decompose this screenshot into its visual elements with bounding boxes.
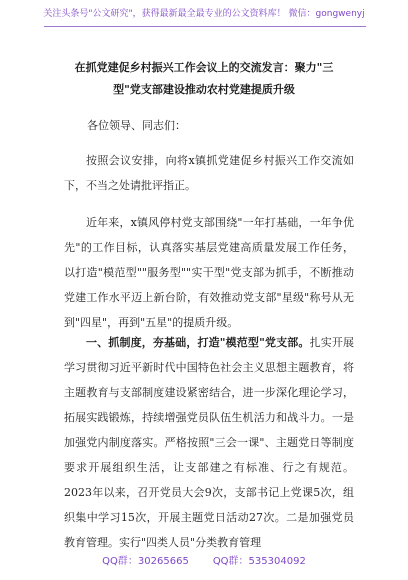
paragraph-2 <box>64 210 354 335</box>
header-banner: 关注头条号"公文研究"，获得最新最全最专业的公文资料库！ 微信：gongwenyj <box>43 9 365 19</box>
paragraph-1-text: 按照会议安排，向将x镇抓党建促乡村振兴工作交流如下，不当之处请批评指正。 <box>64 154 354 192</box>
salutation: 各位领导、同志们： <box>87 119 186 132</box>
footer-contact <box>0 555 408 569</box>
footer-qq-group-2: QQ群：535304092 <box>212 556 306 567</box>
header-divider <box>44 26 366 27</box>
footer-qq-group-1: QQ群：30265665 <box>102 556 189 567</box>
paragraph-3 <box>64 330 354 552</box>
paragraph-2-text: 近年来，x镇风停村党支部围绕"一年打基础，一年争优先"的工作目标，认真落实基层党建高质量发展工作任务，以打造"模范型""服务型""实干型"党支部为抓手，不断推动党建工作水平迈上新台阶，有效推动党支部"星级"称号从无到"四星"，再到"五星"的提质升级。 <box>64 216 354 329</box>
paragraph-1 <box>64 148 354 198</box>
document-title: 在抓党建促乡村振兴工作会议上的交流发言：聚力"三型"党支部建设推动农村党建提质升级 <box>74 61 334 96</box>
paragraph-3-text: 扎实开展学习贯彻习近平新时代中国特色社会主义思想主题教育，将主题教育与支部制度建设紧密结合，进一步深化理论学习，拓展实践锻炼，持续增强党员队伍生机活力和战斗力。一是加强党内制度落实。严格按照"三会一课"、主题党日等制度要求开展组织生活，让支部建之有标准、行之有规范。2023年以来，召开党员大会9次，支部书记上党课5次，组织集中学习15次，开展主题党日活动27次。二是加强党员教育管理。实行"四类人员"分类教育管理 <box>64 336 354 549</box>
section-heading-1: 一、抓制度，夯基础，打造"模范型"党支部。 <box>86 336 310 349</box>
